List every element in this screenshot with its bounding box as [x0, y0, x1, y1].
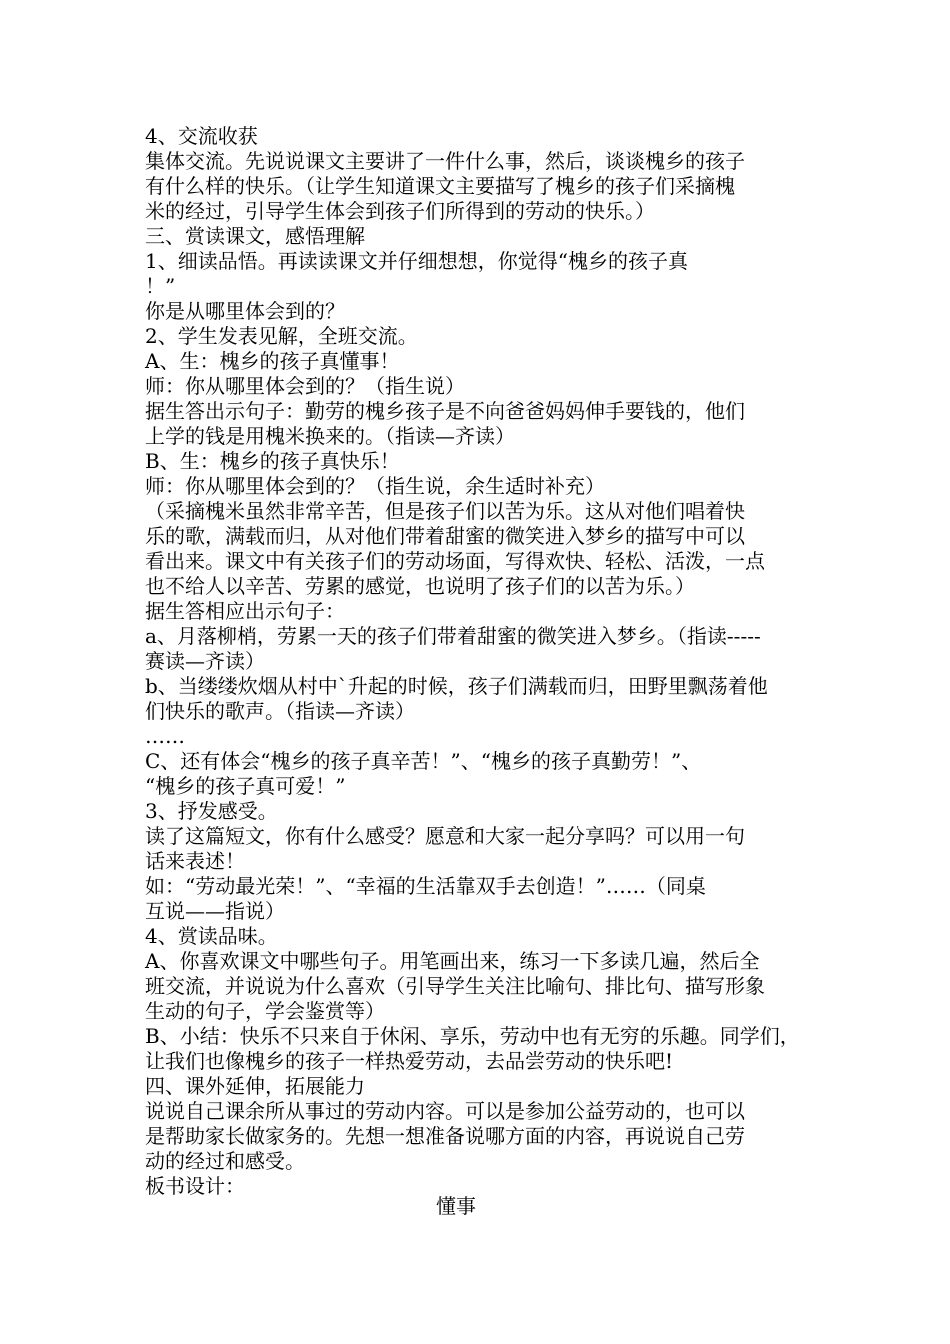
text-line: 三、赏读课文，感悟理解 — [145, 224, 365, 248]
text-line: 集体交流。先说说课文主要讲了一件什么事，然后，谈谈槐乡的孩子 — [145, 149, 745, 173]
text-line: 动的经过和感受。 — [145, 1149, 305, 1173]
text-line: 乐的歌，满载而归，从对他们带着甜蜜的微笑进入梦乡的描写中可以 — [145, 524, 745, 548]
text-line: ！” — [145, 274, 176, 298]
text-line: A、你喜欢课文中哪些句子。用笔画出来，练习一下多读几遍，然后全 — [145, 949, 760, 973]
text-line: a、月落柳梢，劳累一天的孩子们带着甜蜜的微笑进入梦乡。（指读----- — [145, 624, 761, 648]
text-line: 互说——指说） — [145, 899, 285, 923]
text-line: 2、学生发表见解，全班交流。 — [145, 324, 418, 348]
text-line: 你是从哪里体会到的？ — [145, 299, 345, 323]
text-line: B、小结：快乐不只来自于休闲、享乐，劳动中也有无穷的乐趣。同学们， — [145, 1024, 800, 1048]
text-line: 也不给人以辛苦、劳累的感觉，也说明了孩子们的以苦为乐。） — [145, 574, 695, 598]
text-line: 有什么样的快乐。（让学生知道课文主要描写了槐乡的孩子们采摘槐 — [145, 174, 735, 198]
text-line: 3、抒发感受。 — [145, 799, 278, 823]
text-line: 师：你从哪里体会到的？（指生说，余生适时补充） — [145, 474, 605, 498]
text-line: 板书设计： — [145, 1174, 245, 1198]
text-line: 4、交流收获 — [145, 124, 258, 148]
text-line: 赛读—齐读） — [145, 649, 265, 673]
text-line: （采摘槐米虽然非常辛苦，但是孩子们以苦为乐。这从对他们唱着快 — [145, 499, 745, 523]
text-line: 让我们也像槐乡的孩子一样热爱劳动，去品尝劳动的快乐吧! — [145, 1049, 674, 1073]
text-line: C、还有体会“槐乡的孩子真辛苦！”、“槐乡的孩子真勤劳！”、 — [145, 749, 702, 773]
text-line: 班交流，并说说为什么喜欢（引导学生关注比喻句、排比句、描写形象 — [145, 974, 765, 998]
text-line: 话来表述！ — [145, 849, 245, 873]
text-line: 师：你从哪里体会到的？（指生说） — [145, 374, 465, 398]
text-line: 说说自己课余所从事过的劳动内容。可以是参加公益劳动的，也可以 — [145, 1099, 745, 1123]
board-design-word: 懂事 — [436, 1194, 476, 1218]
text-line: 米的经过，引导学生体会到孩子们所得到的劳动的快乐。） — [145, 199, 655, 223]
text-line: 4、赏读品味。 — [145, 924, 278, 948]
text-line: 是帮助家长做家务的。先想一想准备说哪方面的内容，再说说自己劳 — [145, 1124, 745, 1148]
text-line: “槐乡的孩子真可爱！” — [145, 774, 346, 798]
text-line: 1、细读品悟。再读读课文并仔细想想，你觉得“槐乡的孩子真 — [145, 249, 688, 273]
text-line: b、当缕缕炊烟从村中`升起的时候，孩子们满载而归，田野里飘荡着他 — [145, 674, 768, 698]
text-line: A、生：槐乡的孩子真懂事！ — [145, 349, 400, 373]
text-line: 如：“劳动最光荣！”、“幸福的生活靠双手去创造！”……（同桌 — [145, 874, 706, 898]
text-line: …… — [145, 724, 185, 748]
document-body — [145, 124, 815, 1199]
text-line: 看出来。课文中有关孩子们的劳动场面，写得欢快、轻松、活泼，一点 — [145, 549, 765, 573]
text-line: 读了这篇短文，你有什么感受？愿意和大家一起分享吗？可以用一句 — [145, 824, 745, 848]
text-line: 们快乐的歌声。（指读—齐读） — [145, 699, 415, 723]
text-line: 四、课外延伸，拓展能力 — [145, 1074, 365, 1098]
text-line: 据生答出示句子：勤劳的槐乡孩子是不向爸爸妈妈伸手要钱的，他们 — [145, 399, 745, 423]
text-line: 生动的句子，学会鉴赏等） — [145, 999, 385, 1023]
text-line: 上学的钱是用槐米换来的。（指读—齐读） — [145, 424, 515, 448]
text-line: 据生答相应出示句子： — [145, 599, 345, 623]
text-line: B、生：槐乡的孩子真快乐！ — [145, 449, 400, 473]
